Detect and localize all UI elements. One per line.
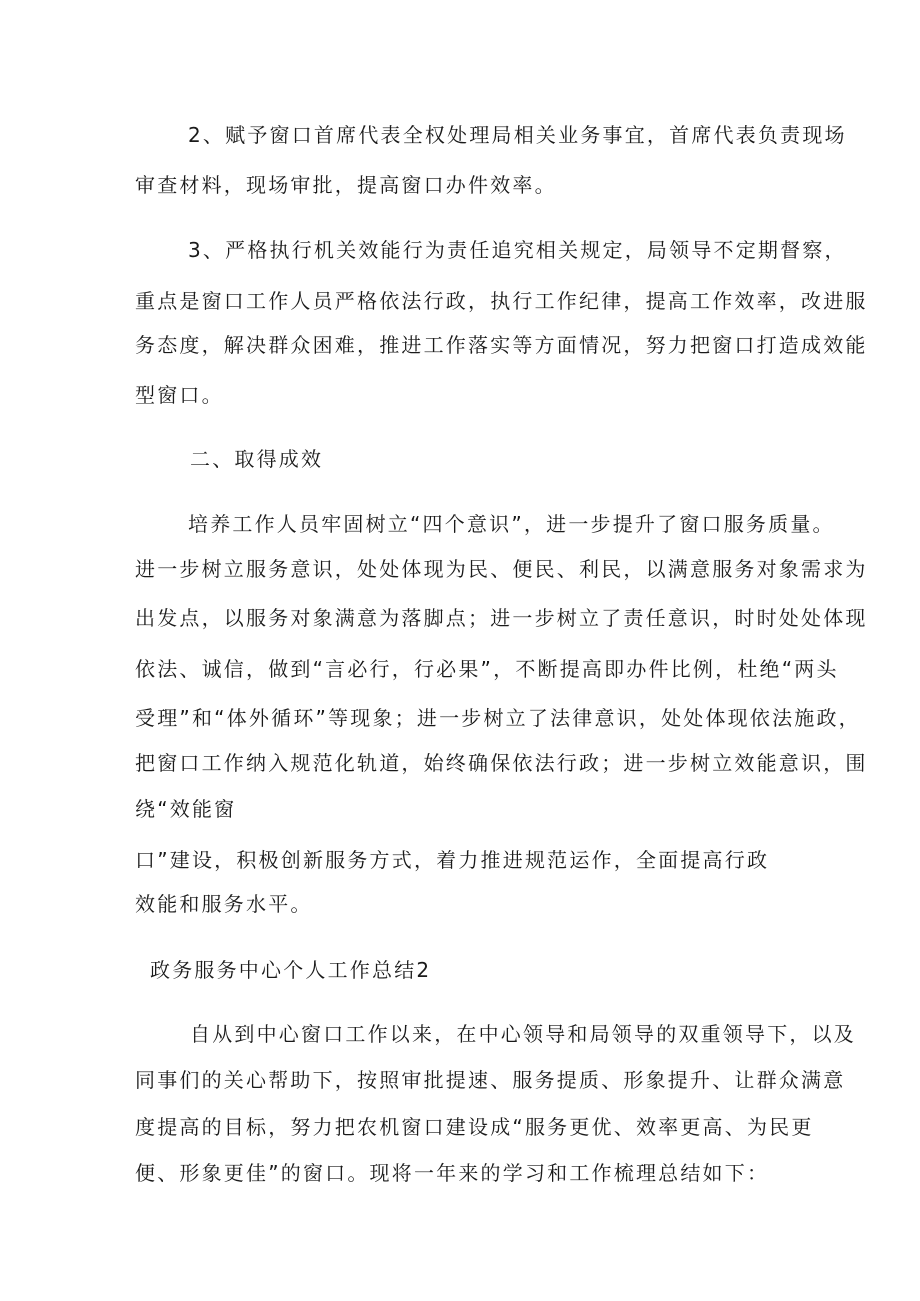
item-2-line-1: 2、赋予窗口首席代表全权处理局相关业务事宜，首席代表负责现场 xyxy=(188,123,847,147)
section-two-line-4: 依法、诚信，做到“言必行，行必果”，不断提高即办件比例，杜绝“两头 xyxy=(135,657,839,681)
section-two-line-8: 口”建设，积极创新服务方式，着力推进规范运作，全面提高行政 xyxy=(135,848,770,872)
item-3-line-2: 重点是窗口工作人员严格依法行政，执行工作纪律，提高工作效率，改进服 xyxy=(135,289,868,313)
section-two-line-3: 出发点，以服务对象满意为落脚点；进一步树立了责任意识，时时处处体现 xyxy=(135,606,868,630)
section-heading: 二、取得成效 xyxy=(190,447,324,471)
document-title: 政务服务中心个人工作总结2 xyxy=(150,958,432,982)
summary-line-1: 自从到中心窗口工作以来，在中心领导和局领导的双重领导下，以及 xyxy=(190,1022,856,1046)
item-2-line-2: 审查材料，现场审批，提高窗口办件效率。 xyxy=(135,173,557,197)
section-two-line-7: 绕“效能窗 xyxy=(135,797,237,821)
summary-line-4: 便、形象更佳”的窗口。现将一年来的学习和工作梳理总结如下： xyxy=(135,1161,770,1185)
item-3-line-3: 务态度，解决群众困难，推进工作落实等方面情况，努力把窗口打造成效能 xyxy=(135,333,868,357)
section-two-line-9: 效能和服务水平。 xyxy=(135,892,313,916)
section-two-line-1: 培养工作人员牢固树立“四个意识”，进一步提升了窗口服务质量。 xyxy=(188,512,835,536)
section-two-line-6: 把窗口工作纳入规范化轨道，始终确保依法行政；进一步树立效能意识，围 xyxy=(135,751,868,775)
section-two-line-5: 受理”和“体外循环”等现象；进一步树立了法律意识，处处体现依法施政， xyxy=(135,706,861,730)
summary-line-3: 度提高的目标，努力把农机窗口建设成“服务更优、效率更高、为民更 xyxy=(135,1115,814,1139)
item-3-line-4: 型窗口。 xyxy=(135,383,224,407)
summary-line-2: 同事们的关心帮助下，按照审批提速、服务提质、形象提升、让群众满意 xyxy=(135,1068,846,1092)
item-3-line-1: 3、严格执行机关效能行为责任追究相关规定，局领导不定期督察， xyxy=(188,238,847,262)
section-two-line-2: 进一步树立服务意识，处处体现为民、便民、利民，以满意服务对象需求为 xyxy=(135,557,868,581)
